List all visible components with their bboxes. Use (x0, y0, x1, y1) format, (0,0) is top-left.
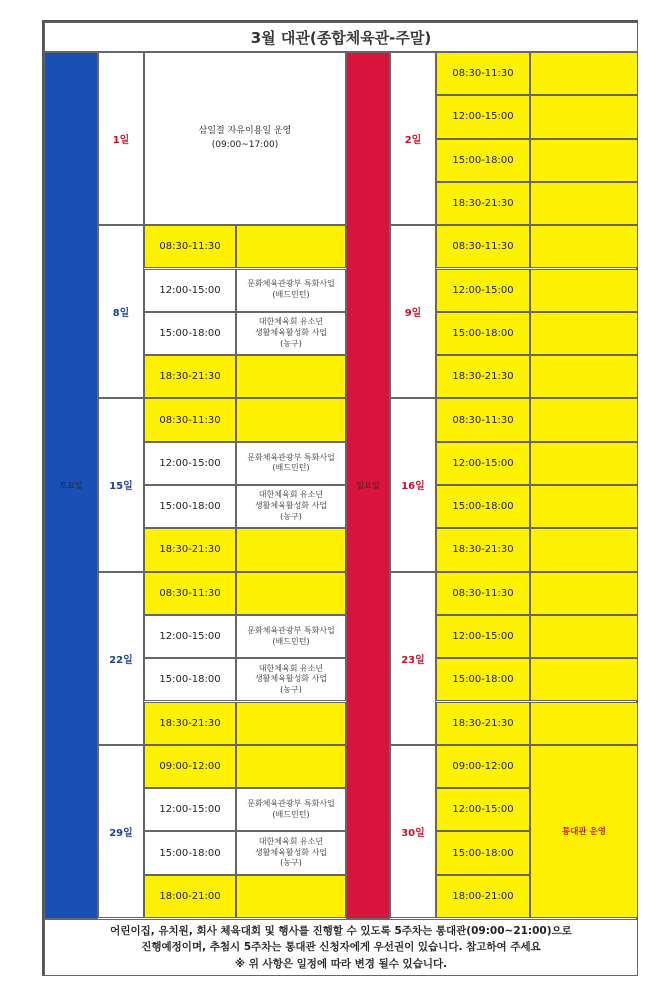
saturday-slot-booking[interactable]: 대한체육회 유소년 생활체육활성화 사업 (농구) (236, 831, 346, 874)
sunday-date: 9일 (390, 225, 436, 398)
sunday-label: 일요일 (356, 481, 380, 490)
whole-hall-note: 통대관 운영 (530, 745, 638, 918)
saturday-slot-booking[interactable]: 대한체육회 유소년 생활체육활성화 사업 (농구) (236, 312, 346, 355)
page-title: 3월 대관(종합체육관-주말) (44, 22, 638, 52)
sunday-slot-time[interactable]: 15:00-18:00 (436, 139, 530, 182)
sunday-slot-time[interactable]: 18:30-21:30 (436, 528, 530, 571)
saturday-slot-time[interactable]: 08:30-11:30 (144, 225, 236, 268)
sunday-slot-time[interactable]: 12:00-15:00 (436, 442, 530, 485)
sunday-slot-time[interactable]: 12:00-15:00 (436, 269, 530, 312)
saturday-slot-time[interactable]: 12:00-15:00 (144, 269, 236, 312)
sunday-slot-time[interactable]: 08:30-11:30 (436, 398, 530, 441)
saturday-slot-time[interactable]: 15:00-18:00 (144, 312, 236, 355)
sunday-slot-time[interactable]: 08:30-11:30 (436, 52, 530, 95)
sunday-slot-booking[interactable] (530, 398, 638, 441)
sunday-slot-booking[interactable] (530, 355, 638, 398)
saturday-slot-booking[interactable]: 문화체육관광부 특화사업 (배드민턴) (236, 615, 346, 658)
saturday-slot-booking[interactable] (236, 225, 346, 268)
saturday-date: 15일 (98, 398, 144, 571)
sunday-slot-booking[interactable] (530, 615, 638, 658)
saturday-slot-time[interactable]: 18:30-21:30 (144, 702, 236, 745)
saturday-slot-booking[interactable] (236, 528, 346, 571)
sunday-slot-booking[interactable] (530, 658, 638, 701)
saturday-slot-time[interactable]: 18:30-21:30 (144, 355, 236, 398)
sunday-slot-booking[interactable] (530, 182, 638, 225)
saturday-slot-time[interactable]: 18:30-21:30 (144, 528, 236, 571)
saturday-slot-booking[interactable] (236, 745, 346, 788)
sunday-slot-time[interactable]: 15:00-18:00 (436, 658, 530, 701)
saturday-slot-time[interactable]: 09:00-12:00 (144, 745, 236, 788)
sunday-slot-booking[interactable] (530, 312, 638, 355)
sunday-slot-booking[interactable] (530, 269, 638, 312)
sunday-slot-booking[interactable] (530, 572, 638, 615)
sunday-slot-time[interactable]: 15:00-18:00 (436, 831, 530, 874)
sunday-slot-time[interactable]: 08:30-11:30 (436, 225, 530, 268)
sunday-slot-time[interactable]: 15:00-18:00 (436, 312, 530, 355)
saturday-slot-booking[interactable]: 대한체육회 유소년 생활체육활성화 사업 (농구) (236, 485, 346, 528)
sunday-slot-time[interactable]: 12:00-15:00 (436, 788, 530, 831)
saturday-date: 8일 (98, 225, 144, 398)
saturday-slot-booking[interactable] (236, 572, 346, 615)
saturday-slot-booking[interactable] (236, 355, 346, 398)
holiday-notice: 삼일절 자유이용일 운영 (09:00~17:00) (144, 52, 346, 225)
sunday-slot-time[interactable]: 18:30-21:30 (436, 702, 530, 745)
sunday-slot-time[interactable]: 18:00-21:00 (436, 875, 530, 918)
sunday-column-bar (346, 52, 390, 919)
sunday-slot-booking[interactable] (530, 95, 638, 138)
sunday-slot-time[interactable]: 18:30-21:30 (436, 182, 530, 225)
sunday-slot-booking[interactable] (530, 702, 638, 745)
saturday-date: 22일 (98, 572, 144, 745)
footer-notice: 어린이집, 유치원, 회사 체육대회 및 행사를 진행할 수 있도록 5주차는 통대관(09:00~21:00)으로 진행예정이며, 추첨시 5주차는 통대관 신청자에게 우선권이 있습니다. 참고하여 주세요 ※ 위 사항은 일정에 따라 변경 될수 있습니다. (44, 919, 638, 976)
saturday-slot-booking[interactable]: 대한체육회 유소년 생활체육활성화 사업 (농구) (236, 658, 346, 701)
saturday-slot-time[interactable]: 18:00-21:00 (144, 875, 236, 918)
sunday-slot-booking[interactable] (530, 442, 638, 485)
sunday-slot-time[interactable]: 12:00-15:00 (436, 615, 530, 658)
sunday-slot-booking[interactable] (530, 225, 638, 268)
sunday-slot-time[interactable]: 08:30-11:30 (436, 572, 530, 615)
saturday-slot-time[interactable]: 15:00-18:00 (144, 658, 236, 701)
saturday-slot-booking[interactable]: 문화체육관광부 특화사업 (배드민턴) (236, 442, 346, 485)
saturday-slot-time[interactable]: 12:00-15:00 (144, 442, 236, 485)
saturday-slot-time[interactable]: 08:30-11:30 (144, 398, 236, 441)
sunday-slot-time[interactable]: 18:30-21:30 (436, 355, 530, 398)
saturday-slot-booking[interactable]: 문화체육관광부 특화사업 (배드민턴) (236, 269, 346, 312)
saturday-column-bar (44, 52, 98, 919)
sunday-slot-booking[interactable] (530, 139, 638, 182)
saturday-slot-time[interactable]: 15:00-18:00 (144, 831, 236, 874)
sunday-slot-time[interactable]: 15:00-18:00 (436, 485, 530, 528)
sunday-slot-booking[interactable] (530, 52, 638, 95)
sunday-date: 23일 (390, 572, 436, 745)
sunday-slot-booking[interactable] (530, 485, 638, 528)
sunday-date: 30일 (390, 745, 436, 918)
sunday-slot-booking[interactable] (530, 528, 638, 571)
saturday-date: 29일 (98, 745, 144, 918)
saturday-slot-booking[interactable] (236, 875, 346, 918)
holiday-date: 1일 (98, 52, 144, 225)
saturday-slot-time[interactable]: 12:00-15:00 (144, 615, 236, 658)
sunday-slot-time[interactable]: 12:00-15:00 (436, 95, 530, 138)
saturday-slot-booking[interactable]: 문화체육관광부 특화사업 (배드민턴) (236, 788, 346, 831)
saturday-slot-booking[interactable] (236, 702, 346, 745)
sunday-slot-time[interactable]: 09:00-12:00 (436, 745, 530, 788)
saturday-slot-time[interactable]: 15:00-18:00 (144, 485, 236, 528)
saturday-label: 토요일 (59, 481, 83, 490)
sunday-date: 2일 (390, 52, 436, 225)
schedule-sheet (42, 20, 638, 976)
saturday-slot-time[interactable]: 08:30-11:30 (144, 572, 236, 615)
sunday-date: 16일 (390, 398, 436, 571)
saturday-slot-time[interactable]: 12:00-15:00 (144, 788, 236, 831)
saturday-slot-booking[interactable] (236, 398, 346, 441)
